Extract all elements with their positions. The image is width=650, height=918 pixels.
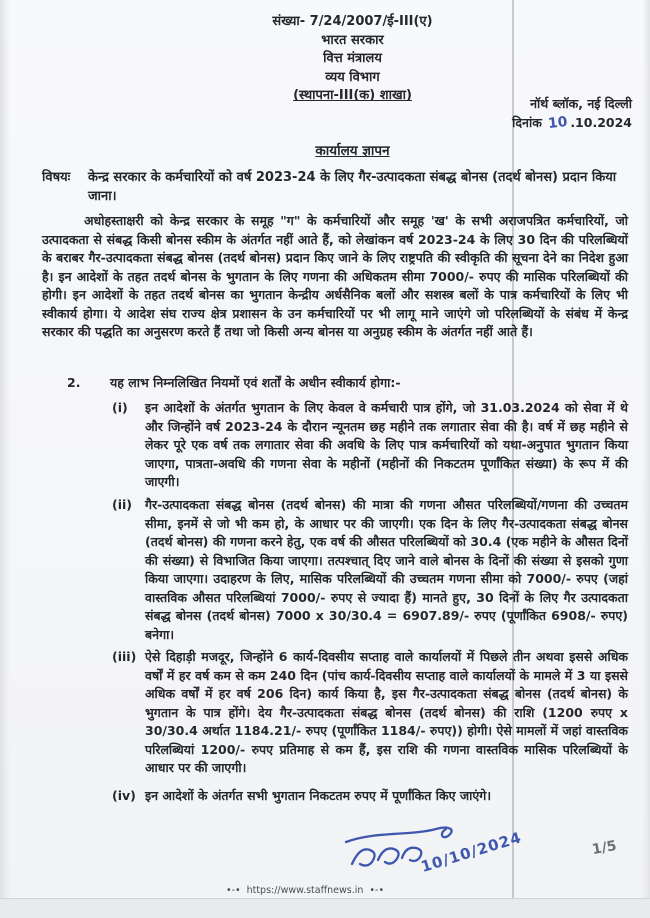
- subclause-i-text: इन आदेशों के अंतर्गत भुगतान के लिए केवल वे कर्मचारी पात्र होंगे, जो 31.03.2024 को सेवा में थे और जिन्होंने वर्ष 2023-24 के दौरान न्यूनतम छह महीने तक लगातार सेवा की है। वर्ष में छह महीने से लेकर पूरे एक वर्ष तक लगातार सेवा की अवधि के लिए पात्र कर्मचारियों को यथा-अनुपात भुगतान किया जाएगा, पात्रता-अवधि की गणना सेवा के महीनों (महीनों की निकटतम पूर्णांकित संख्या) के रूप में की जाएगी।: [145, 400, 628, 489]
- subclause-ii-label: (ii): [112, 497, 132, 512]
- branch-name: (स्थापना-III(क) शाखा): [293, 88, 412, 104]
- scan-edge-left: [0, 0, 10, 898]
- clause-2-intro: यह लाभ निम्नलिखित नियमों एवं शर्तों के अधीन स्वीकार्य होगा:-: [110, 375, 401, 390]
- subclause-iii-label: (iii): [112, 649, 137, 664]
- footer-url: https://www.staffnews.in: [246, 885, 364, 896]
- handwritten-page-number: 1/5: [590, 837, 618, 859]
- subclause-iv-text: इन आदेशों के अंतर्गत सभी भुगतान निकटतम रुपए में पूर्णांकित किए जाएंगे।: [145, 788, 492, 803]
- clause-2-row: [67, 374, 628, 393]
- ministry-name: वित्त मंत्रालय: [323, 51, 382, 67]
- subclause-iv: [112, 787, 628, 806]
- subject-text: केन्द्र सरकार के कर्मचारियों को वर्ष 2023-24 के लिए गैर-उत्पादकता संबद्ध बोनस (तदर्थ बोनस) प्रदान किया जाना।: [88, 170, 617, 204]
- date-line: [512, 114, 632, 133]
- subclause-iii-text: ऐसे दिहाड़ी मजदूर, जिन्होंने 6 कार्य-दिवसीय सप्ताह वाले कार्यालयों में पिछले तीन अथवा इससे अधिक वर्षों में हर वर्ष कम से कम 240 दिन (पांच कार्य-दिवसीय सप्ताह वाले कार्यालयों के मामले में 3 या इससे अधिक वर्षों में हर वर्ष 206 दिन) कार्य किया है, इस गैर-उत्पादकता संबद्ध बोनस (तदर्थ बोनस) के भुगतान के पात्र होंगे। देय गैर-उत्पादकता संबद्ध बोनस (तदर्थ बोनस) की राशि (1200 रुपए x 30/30.4 अर्थात 1184.21/- रुपए (पूर्णांकित 1184/- रुपए)) होगी। ऐसे मामलों में जहां वास्तविक परिलब्धियां 1200/- रुपए प्रतिमाह से कम हैं, इस राशि की गणना वास्तविक मासिक परिलब्धियों के आधार पर की जाएगी।: [145, 649, 628, 775]
- subclause-iv-label: (iv): [112, 788, 136, 803]
- subclause-ii-text: गैर-उत्पादकता संबद्ध बोनस (तदर्थ बोनस) की मात्रा की गणना औसत परिलब्धियों/गणना की उच्चतम सीमा, इनमें से जो भी कम हो, के आधार पर की जाएगी। एक दिन के लिए गैर-उत्पादकता संबद्ध बोनस (तदर्थ बोनस) की गणना करने हेतु, एक वर्ष की औसत परिलब्धियों को 30.4 (एक महीने के औसत दिनों की संख्या) से विभाजित किया जाएगा। तत्पश्चात् दिए जाने वाले बोनस के दिनों की संख्या से इसको गुणा किया जाएगा। उदाहरण के लिए, मासिक परिलब्धियों की उच्चतम गणना सीमा को 7000/- रुपए (जहां वास्तविक औसत परिलब्धियां 7000/- रुपए से ज्यादा हैं) मानते हुए, 30 दिनों के लिए गैर उत्पादकता संबद्ध बोनस (तदर्थ बोनस) 7000 x 30/30.4 = 6907.89/- रुपए (पूर्णांकित 6908/- रुपए) बनेगा।: [145, 497, 628, 642]
- subject-row: [42, 168, 634, 206]
- clause-2-number: 2.: [67, 375, 81, 390]
- place-date-block: [512, 95, 632, 132]
- scan-edge-right: [642, 0, 650, 898]
- memorandum-title: कार्यालय ज्ञापन: [315, 143, 390, 159]
- footer-left-decoration: •-•: [225, 885, 241, 896]
- date-label: दिनांक: [512, 114, 542, 130]
- date-rest: .10.2024: [570, 114, 632, 130]
- file-number: संख्या- 7/24/2007/ई-III(ए): [272, 14, 433, 29]
- letterhead: [160, 13, 545, 106]
- subject-label: विषयः: [42, 170, 71, 185]
- subclause-i-label: (i): [112, 400, 128, 415]
- opening-paragraph: अधोहस्ताक्षरी को केन्द्र सरकार के समूह "ग" के कर्मचारियों और समूह 'ख' के सभी अराजपत्रित कर्मचारियों, जो उत्पादकता से संबद्ध किसी बोनस स्कीम के अंतर्गत नहीं आते हैं, को लेखांकन वर्ष 2023-24 के लिए 30 दिन की परिलब्धियों के बराबर गैर-उत्पादकता संबद्ध बोनस (तदर्थ बोनस) प्रदान किए जाने के लिए राष्ट्रपति की स्वीकृति की सूचना देने का निदेश हुआ है। इन आदेशों के तहत तदर्थ बोनस के भुगतान के लिए गणना की अधिकतम सीमा 7000/- रुपए की मासिक परिलब्धियों की होगी। इन आदेशों के तहत तदर्थ बोनस का भुगतान केन्द्रीय अर्धसैनिक बलों और सशस्त्र बलों के पात्र कर्मचारियों के लिए भी स्वीकार्य होगा। ये आदेश संघ राज्य क्षेत्र प्रशासन के उन कर्मचारियों पर भी लागू माने जाएंगे जो परिलब्धियों के संबंध में केन्द्र सरकार की पद्धति का अनुसरण करते हैं तथा जो किसी अन्य बोनस या अनुग्रह स्कीम के अंतर्गत नहीं आते हैं।: [42, 213, 628, 339]
- handwritten-signature-date: 10/10/2024: [418, 828, 524, 876]
- footer-right-decoration: •-•: [369, 885, 385, 896]
- place-line: नॉर्थ ब्लॉक, नई दिल्ली: [530, 96, 632, 111]
- subclause-i: [112, 399, 628, 492]
- subclause-iii: [112, 648, 628, 778]
- department-name: व्यय विभाग: [325, 69, 380, 85]
- government-name: भारत सरकार: [321, 32, 384, 48]
- handwritten-day: 10: [547, 113, 569, 132]
- scan-bottom-margin: [0, 898, 650, 918]
- subclause-ii: [112, 496, 628, 644]
- footer-watermark: [0, 885, 610, 896]
